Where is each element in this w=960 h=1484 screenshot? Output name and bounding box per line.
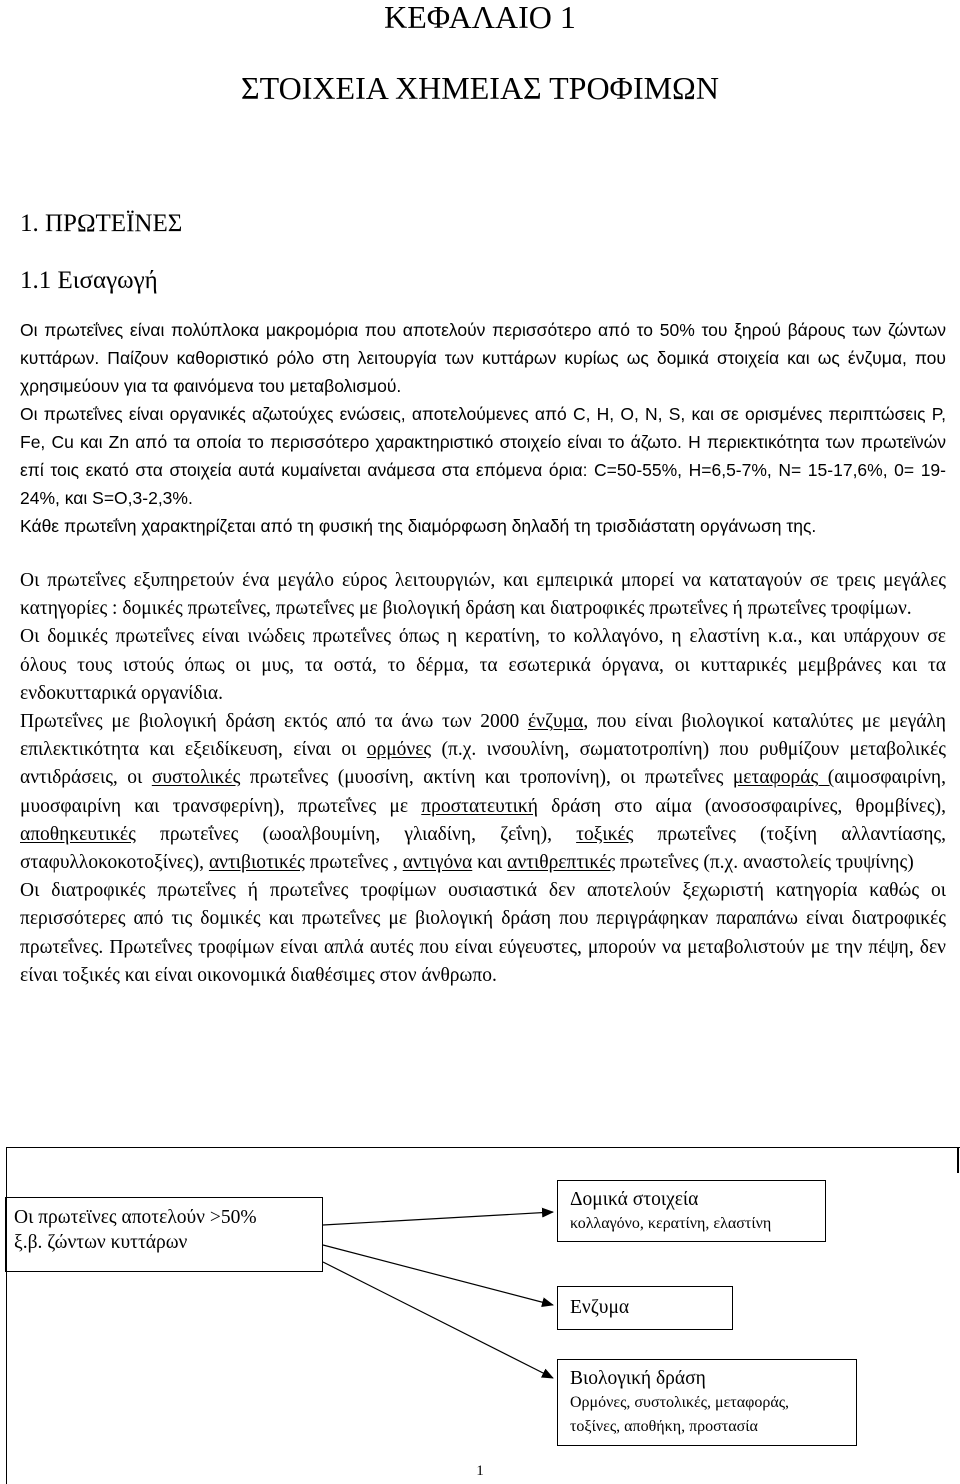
term-contractile: συστολικές: [151, 767, 241, 789]
biological-detail-2: τοξίνες, αποθήκη, προστασία: [570, 1418, 758, 1435]
term-hormones: ορμόνες: [366, 739, 432, 761]
body-text: [20, 567, 946, 990]
structural-detail: κολλαγόνο, κερατίνη, ελαστίνη: [570, 1215, 772, 1232]
paragraph-6: Πρωτεΐνες με βιολογική δράση εκτός από τα άνω των 2000 ένζυμα, που είναι βιολογικοί καταλύτες με μεγάλη επιλεκτικότητα και εξειδίκευση, είναι οι ορμόνες (π.χ. ινσουλίνη, σωματοτροπίνη) που ρυθμίζουν μεταβολικές αντιδράσεις, οι συστολικές πρωτεΐνες (μυοσίνη, ακτίνη και τροπονίνη), οι πρωτεΐνες μεταφοράς (αιμοσφαιρίνη, μυοσφαιρίνη και τρανσφερίνη), πρωτεΐνες με προστατευτική δράση στο αίμα (ανοσοσφαιρίνες, θρομβίνες), αποθηκευτικές πρωτεΐνες (ωοαλβουμίνη, γλιαδίνη, ζεΐνη), τοξικές πρωτεΐνες (τοξίνη αλλαντίασης, σταφυλλοκοκοτοξίνες), αντιβιοτικές πρωτεΐνες , αντιγόνα και αντιθρεπτικές πρωτεΐνες (π.χ. αναστολείς τρυψίνης): [20, 711, 947, 874]
term-storage: αποθηκευτικές: [20, 823, 136, 845]
term-antinutritional: αντιθρεπτικές: [507, 852, 616, 874]
proteins-source-box: [5, 1197, 323, 1272]
enzymes-box: [557, 1286, 733, 1330]
page-number: 1: [476, 1463, 484, 1479]
enzymes-title: Ενζυμα: [570, 1297, 630, 1318]
paragraph-1: Οι πρωτεΐνες είναι πολύπλοκα μακρομόρια που αποτελούν περισσότερο από το 50% του ξηρού βάρους των ζώντων κυττάρων. Παίζουν καθοριστικό ρόλο στη λειτουργία των κυττάρων κυρίως ως δομικά στοιχεία και ως ένζυμα, που χρησιμεύουν για τα φαινόμενα του μεταβολισμού.: [20, 320, 946, 396]
chapter-subtitle: ΣΤΟΙΧΕΙΑ ΧΗΜΕΙΑΣ ΤΡΟΦΙΜΩΝ: [241, 70, 719, 106]
source-line-2: ξ.β. ζώντων κυττάρων: [14, 1232, 188, 1253]
structural-box: [557, 1180, 826, 1242]
term-transport: μεταφοράς (: [732, 767, 835, 789]
diagram-frame-edge: [957, 1147, 959, 1173]
structural-title: Δομικά στοιχεία: [570, 1189, 699, 1210]
term-enzymes: ένζυμα: [527, 711, 584, 733]
paragraph-2: Οι πρωτεΐνες είναι οργανικές αζωτούχες ενώσεις, αποτελούμενες από C, H, O, N, S, και σε ορισμένες περιπτώσεις P, Fe, Cu και Zn από τα οποία το περισσότερο χαρακτηριστικό στοιχείο είναι το άζωτο. Η περιεκτικότητα των πρωτεϊνών επί τοις εκατό στα στοιχεία αυτά κυμαίνεται ανάμεσα στα επόμενα όρια: C=50-55%, H=6,5-7%, N= 15-17,6%, 0= 19-24%, και S=O,3-2,3%.: [20, 404, 946, 508]
paragraph-4: Οι πρωτεΐνες εξυπηρετούν ένα μεγάλο εύρος λειτουργιών, και εμπειρικά μπορεί να καταταγούν σε τρεις μεγάλες κατηγορίες : δομικές πρωτεΐνες, πρωτεΐνες με βιολογική δράση και διατροφικές πρωτεΐνες ή πρωτεΐνες τροφίμων.: [20, 570, 946, 620]
biological-box: [557, 1359, 857, 1446]
subsection-heading: 1.1 Εισαγωγή: [20, 267, 158, 294]
term-toxic: τοξικές: [576, 823, 634, 845]
paragraph-3: Κάθε πρωτεΐνη χαρακτηρίζεται από τη φυσική της διαμόρφωση δηλαδή τη τρισδιάστατη οργάνωση της.: [20, 516, 817, 536]
term-antigens: αντιγόνα: [402, 852, 473, 874]
chapter-title: ΚΕΦΑΛΑΙΟ 1: [384, 0, 576, 35]
term-protective: προστατευτική: [421, 795, 538, 817]
section-heading: 1. ΠΡΩΤΕΪΝΕΣ: [20, 210, 183, 237]
term-antibiotic: αντιβιοτικές: [208, 852, 305, 874]
source-line-1: Οι πρωτεϊνες αποτελούν >50%: [14, 1207, 257, 1228]
biological-detail-1: Ορμόνες, συστολικές, μεταφοράς,: [570, 1394, 790, 1411]
biological-title: Βιολογική δράση: [570, 1368, 706, 1389]
intro-text: [20, 316, 946, 540]
paragraph-5: Οι δομικές πρωτεΐνες είναι ινώδεις πρωτεΐνες όπως η κερατίνη, το κολλαγόνο, η ελαστίνη κ.α., και υπάρχουν σε όλους τους ιστούς όπως οι μυς, τα οστά, το δέρμα, τα εσωτερικά όργανα, οι κυτταρικές μεμβράνες και τα ενδοκυτταρικά οργανίδια.: [20, 626, 946, 704]
paragraph-7: Οι διατροφικές πρωτεΐνες ή πρωτεΐνες τροφίμων ουσιαστικά δεν αποτελούν ξεχωριστή κατηγορία καθώς οι περισσότερες από τις δομικές και πρωτεΐνες με βιολογική δράση που περιγράφηκαν παραπάνω είναι διατροφικές πρωτεΐνες. Πρωτεΐνες τροφίμων είναι απλά αυτές που είναι εύγευστες, μπορούν να μεταβολιστούν με την πέψη, δεν είναι τοξικές και είναι οικονομικά διαθέσιμες στον άνθρωπο.: [20, 880, 946, 986]
